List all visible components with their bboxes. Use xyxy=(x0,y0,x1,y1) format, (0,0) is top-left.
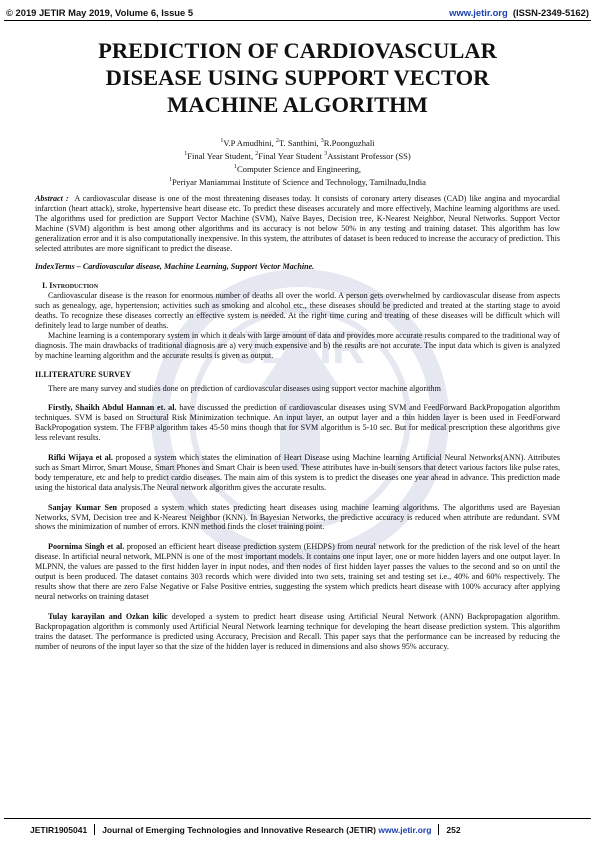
footer-journal-name: Journal of Emerging Technologies and Innovative Research (JETIR) xyxy=(102,824,376,835)
entry-text: proposed a system which states the elimination of Heart Disease using Machine learning Artificial Neural Networks(ANN). Attributes such as Smart Mirror, Smart Mouse, Smart Phones and Smart Chair is been used. These attributes have in-built sensors that detect various factors like pulse rates, body temperature, etc and help to predict cardio diseases. The main aim of this system is to predict the diseases one year ahead in advance. This prediction made using the historical data analysis.The Neural network algorithm gives the accurate results. xyxy=(35,453,560,492)
header-journal-info xyxy=(449,7,589,18)
paper-body xyxy=(35,194,560,651)
literature-entry xyxy=(35,403,560,443)
paragraph: Machine learning is a contemporary system in which it deals with large amount of data and provides more accurate results compared to the traditional way of diagnosis. The main drawbacks of traditional diagnosis are a) very much expensive and b) the results are not accurate. The input data which is given is analyzed by machine learning algorithm and the accurate results is given as output. xyxy=(35,330,560,360)
title-line: DISEASE USING SUPPORT VECTOR xyxy=(105,65,490,90)
header-issn: (ISSN-2349-5162) xyxy=(512,7,589,18)
title-line: PREDICTION OF CARDIOVASCULAR xyxy=(98,38,497,63)
watermark-text: JETIR xyxy=(234,321,366,373)
footer-url-link[interactable]: www.jetir.org xyxy=(378,824,432,835)
footer-page-number: 252 xyxy=(446,824,461,835)
author-block xyxy=(40,136,555,188)
abstract-text: A cardiovascular disease is one of the most threatening diseases today. It consists of coronary artery diseases (CAD) like angina and myocardial infarction (heart attack), stroke, hypertensive heart disease etc. To predict these diseases accurately and more effectively, Machine learning algorithms are used. The algorithms used for prediction are Support Vector Machine (SVM), Naïve Bayes, Decision tree, K-Nearest Neighbor, Neural Networks. Support Vector Machine (SVM) algorithm is best among other algorithms and its accuracy is not below 50% in any testing and training dataset. This algorithm has low generalization error and it is also computationally inexpensive. In this system, the attributes of dataset is been reduced to increase the accuracy of prediction. This selected attributes are more significant to predict the disease. xyxy=(35,194,560,253)
footer-divider xyxy=(438,824,439,835)
footer-divider xyxy=(94,824,95,835)
entry-authors: Firstly, Shaikh Abdul Hannan et. al. xyxy=(48,403,177,413)
entry-authors: Tulay karayilan and Ozkan kilic xyxy=(48,611,168,621)
author-name: V.P Amudhini, xyxy=(223,137,274,148)
title-line: MACHINE ALGORITHM xyxy=(167,92,428,117)
author-name: T. Santhini, xyxy=(278,137,319,148)
introduction-heading-text: Introduction xyxy=(49,281,99,291)
entry-authors: Sanjay Kumar Sen xyxy=(48,502,118,512)
author-names: $^1$V.P Amudhini, $^2$T. Santhini, $^3$R.Poonguzhali xyxy=(220,137,375,148)
literature-entry xyxy=(35,453,560,493)
entry-text: proposed an efficient heart disease prediction system (EHDPS) from neural network for the prediction of the risk level of the heart disease. In artificial neural network, MLPNN is one of the most important models. It contains one input layer, one or more hidden layers and one output layer. In MLPNN, the values are passed to the first hidden layer in input nodes, and then nodes of first hidden layer passes the values to the second and so on until the output is been produced. The dataset contains 303 records which were divided into two sets, training set and testing set i.e., 40% and 60% respectively. The results show that there are zero False Negative or False Positive entries, suggesting the system which predicts heart disease with 100% accuracy after applying neural networks on training dataset xyxy=(35,542,560,601)
author-department: $^1$Computer Science and Engineering, xyxy=(233,163,362,174)
running-header xyxy=(6,7,589,18)
header-rule xyxy=(4,20,591,21)
header-url-link[interactable]: www.jetir.org xyxy=(449,7,508,18)
footer-paper-id: JETIR1905041 xyxy=(30,824,88,835)
abstract-label: Abstract : xyxy=(35,194,69,203)
section-heading-literature-survey: II.LITERATURE SURVEY xyxy=(35,369,132,379)
entry-text: proposed a system which states predicting heart diseases using machine learning algorithms. The algorithms used are Bayesian Networks, SVM, Decision tree and K-Nearest Neighbor (KNN). In Bayesian Networks, the predictive accuracy is reduced when attribute are redundant. SVM shows the minimization of number of errors. KNN method finds the closet training point. xyxy=(35,502,560,532)
author-roles: $^1$Final Year Student, $^2$Final Year Student $^3$Assistant Professor (SS) xyxy=(184,150,411,161)
literature-entry xyxy=(35,542,560,601)
entry-authors: Poornima Singh et al. xyxy=(48,542,125,552)
paper-title xyxy=(40,37,555,118)
index-terms: IndexTerms – Cardiovascular disease, Machine Learning, Support Vector Machine. xyxy=(35,262,315,272)
footer-rule xyxy=(4,818,591,819)
entry-text: developed a system to predict heart disease using Artificial Neural Network (ANN) Backpropagation algorithm. Backpropagation algorithm is commonly used Artificial Neural Network learning technique for developing the heart disease prediction system. This algorithm trains the dataset. The performance is predicted using Accuracy, Precision and Recall. This paper says that the performance can be increased by reducing the number of neurons of the input layer so that the size of the hidden layer is reduced in dimensions and also shows 95% accuracy. xyxy=(35,611,560,651)
paragraph: Cardiovascular disease is the reason for enormous number of deaths all over the world. A person gets overwhelmed by cardiovascular disease from aspects such as genealogy, age, hypertension; activities such as smoking and alcohol etc., these diseases should be predicted and treated at the starting stage to avoid deaths. To recognize these diseases correctly an effective system is needed. At the right time curing and treating of these diseases will be difficult which will definitely lead to large number of deaths. xyxy=(35,291,560,330)
author-name: R.Poonguzhali xyxy=(323,137,375,148)
section-heading-introduction: I. Introduction xyxy=(42,281,99,291)
literature-entry xyxy=(35,503,560,533)
paragraph: There are many survey and studies done on prediction of cardiovascular diseases using support vector machine algorithm xyxy=(48,383,441,393)
entry-authors: Rifki Wijaya et al. xyxy=(48,453,113,463)
header-issue-info: © 2019 JETIR May 2019, Volume 6, Issue 5 xyxy=(6,7,194,18)
entry-text: have discussed the prediction of cardiovascular diseases using SVM and FeedForward BackPropogation algorithm techniques. SVM is based on Structural Risk Minimization technique. An input layer, an output layer and a thin hidden layer is been used in FeedForward BackPropogation system. The FFBP algorithm takes 45-50 mins though that for SVM algorithm is 5-10 sec. But for medical prescription these algorithms give less relevant results. xyxy=(35,403,560,443)
abstract xyxy=(35,194,560,253)
author-institution: $^1$Periyar Maniammai Institute of Science and Technology, Tamilnadu,India xyxy=(169,177,426,188)
literature-entry xyxy=(35,612,560,652)
running-footer xyxy=(30,824,461,835)
